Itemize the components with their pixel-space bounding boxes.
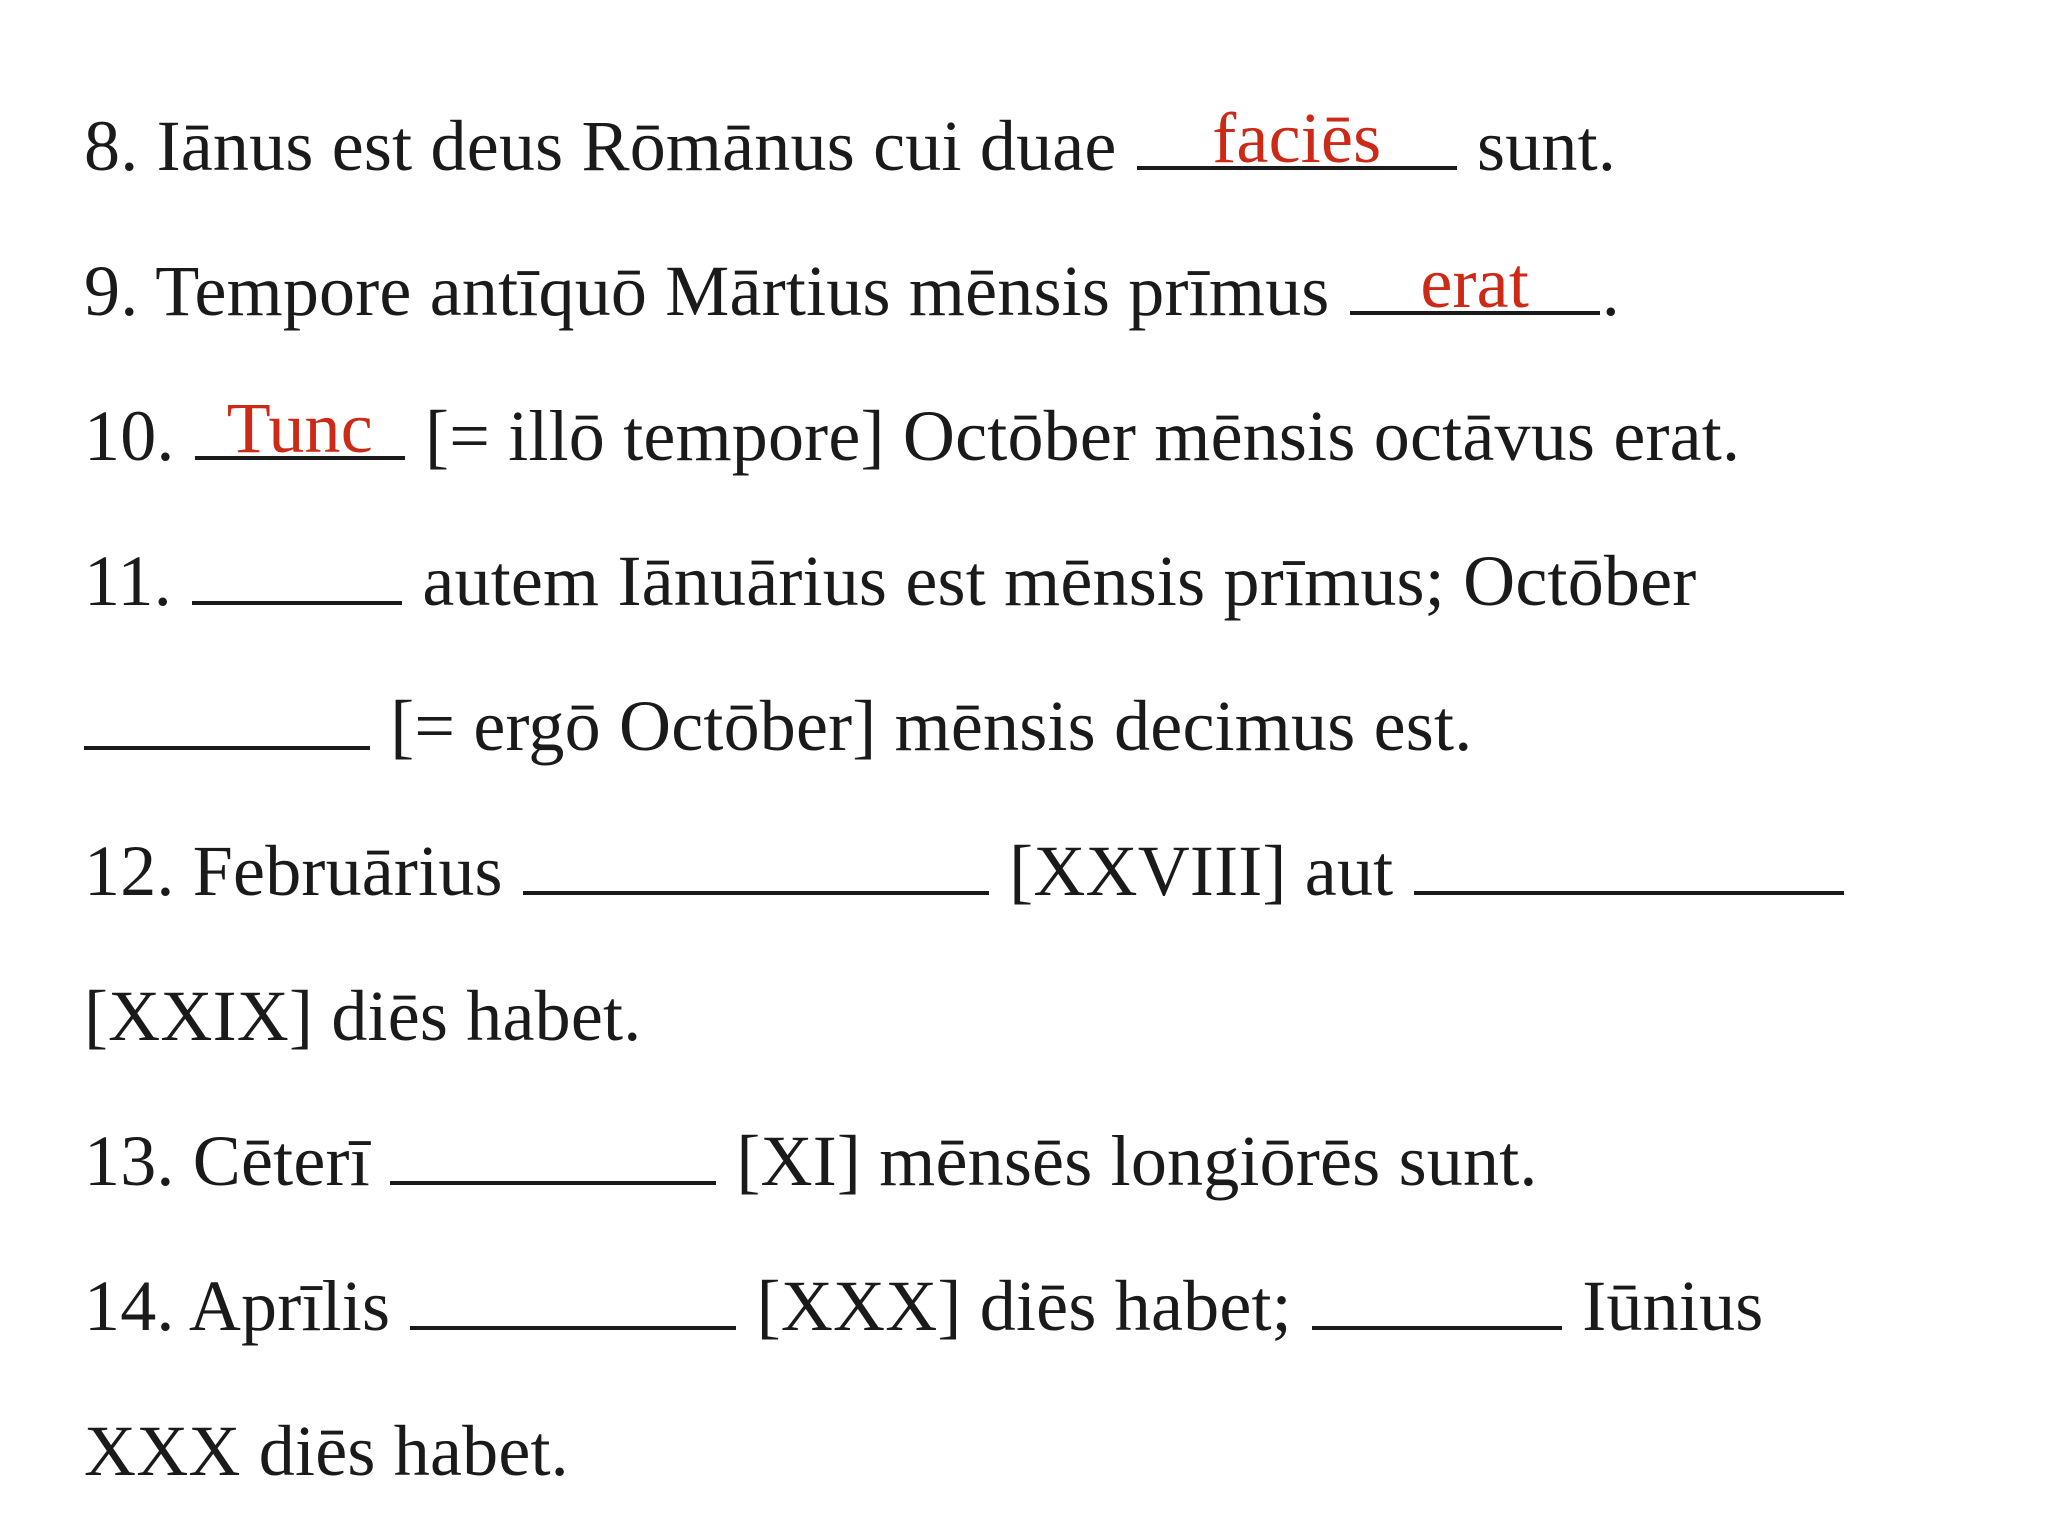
line-9-suffix: . xyxy=(1601,251,1620,331)
line-10-prefix: 10. xyxy=(84,396,175,476)
line-12-prefix: 12. Februārius xyxy=(84,831,503,911)
answer-blank-11b[interactable] xyxy=(84,690,370,750)
line-14b-text: XXX diēs habet. xyxy=(84,1411,569,1491)
exercise-line-13 xyxy=(84,1121,1538,1201)
line-14a-middle: [XXX] diēs habet; xyxy=(756,1266,1292,1346)
line-11-prefix: 11. xyxy=(84,541,172,621)
exercise-line-14a xyxy=(84,1266,1764,1346)
answer-blank-14b[interactable] xyxy=(1312,1270,1562,1330)
line-13-prefix: 13. Cēterī xyxy=(84,1121,370,1201)
answer-blank-10[interactable] xyxy=(195,388,405,468)
exercise-line-10 xyxy=(84,388,1741,476)
line-11a-suffix: autem Iānuārius est mēnsis prīmus; Octōber xyxy=(422,541,1697,621)
answer-blank-11a[interactable] xyxy=(192,545,402,605)
line-8-suffix: sunt. xyxy=(1477,106,1617,186)
line-11b-suffix: [= ergō Octōber] mēnsis decimus est. xyxy=(390,686,1473,766)
line-12a-middle: [XXVIII] aut xyxy=(1009,831,1394,911)
answer-text-9: erat xyxy=(1420,243,1530,323)
answer-text-8: faciēs xyxy=(1212,98,1382,178)
exercise-page xyxy=(84,0,2004,1536)
line-9-prefix: 9. Tempore antīquō Mārtius mēnsis prīmus xyxy=(84,251,1330,331)
exercise-line-12a xyxy=(84,831,1846,911)
exercise-line-14b xyxy=(84,1411,569,1491)
line-8-prefix: 8. Iānus est deus Rōmānus cui duae xyxy=(84,106,1117,186)
answer-blank-13[interactable] xyxy=(390,1125,716,1185)
line-10-suffix: [= illō tempore] Octōber mēnsis octāvus erat. xyxy=(425,396,1741,476)
answer-blank-14a[interactable] xyxy=(410,1270,736,1330)
answer-blank-9[interactable] xyxy=(1350,243,1600,323)
exercise-line-9 xyxy=(84,243,1620,331)
answer-blank-8[interactable] xyxy=(1137,98,1457,178)
exercise-line-11a xyxy=(84,541,1697,621)
answer-blank-12b[interactable] xyxy=(1414,835,1844,895)
exercise-line-8 xyxy=(84,98,1617,186)
answer-blank-12a[interactable] xyxy=(523,835,989,895)
answer-text-10: Tunc xyxy=(226,388,373,468)
line-12b-text: [XXIX] diēs habet. xyxy=(84,976,642,1056)
line-14-prefix: 14. Aprīlis xyxy=(84,1266,391,1346)
line-14a-suffix: Iūnius xyxy=(1582,1266,1764,1346)
exercise-line-11b xyxy=(84,686,1473,766)
line-13-suffix: [XI] mēnsēs longiōrēs sunt. xyxy=(736,1121,1538,1201)
exercise-line-12b xyxy=(84,976,642,1056)
